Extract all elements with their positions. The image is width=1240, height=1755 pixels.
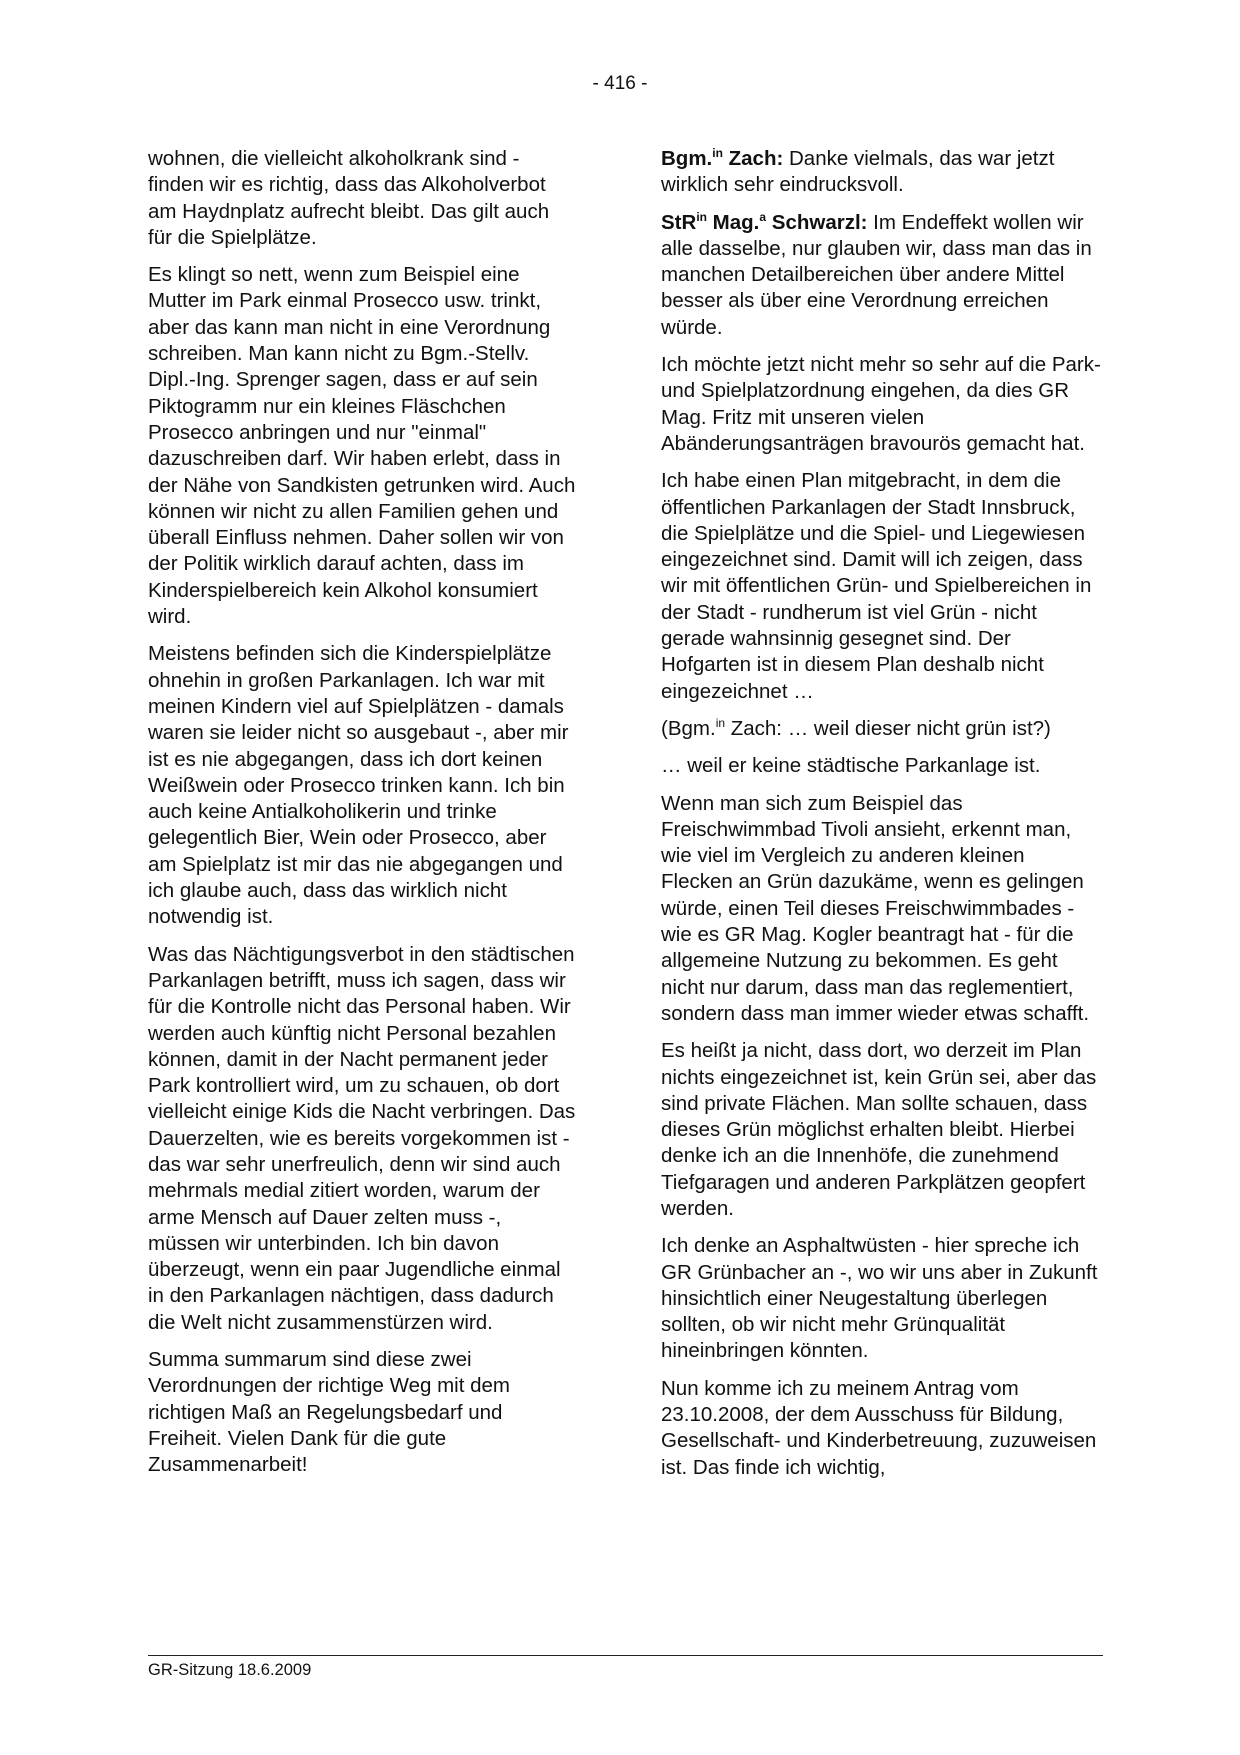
right-column [661, 146, 1101, 1492]
speaker-name: Bgm.$^{in}$ Zach: [661, 146, 784, 170]
speech-text: Danke vielmals, das war jetzt wirklich sehr eindrucksvoll. [661, 147, 1055, 197]
paragraph: Was das Nächtigungsverbot in den städtischen Parkanlagen betrifft, muss ich sagen, dass wir für die Kontrolle nicht das Personal haben. Wir werden auch künftig nicht Personal bezahlen können, damit in der Nacht permanent jeder Park kontrolliert wird, um zu schauen, ob dort vielleicht einige Kids die Nacht verbringen. Das Dauerzelten, wie es bereits vorgekommen ist - das war sehr unerfreulich, denn wir sind auch mehrmals medial zitiert worden, warum der arme Mensch auf Dauer zelten muss -, müssen wir unterbinden. Ich bin davon überzeugt, wenn ein paar Jugendliche einmal in den Parkanlagen nächtigen, dass dadurch die Welt nicht zusammenstürzen wird. [148, 942, 576, 1334]
paragraph: Es klingt so nett, wenn zum Beispiel eine Mutter im Park einmal Prosecco usw. trinkt, aber das kann man nicht in eine Verordnung schreiben. Man kann nicht zu Bgm.-Stellv. Dipl.-Ing. Sprenger sagen, dass er auf sein Piktogramm nur ein kleines Fläschchen Prosecco anbringen und nur "einmal" dazuschreiben darf. Wir haben erlebt, dass in der Nähe von Sandkisten getrunken wird. Auch können wir nicht zu allen Familien gehen und überall Einfluss nehmen. Daher sollen wir von der Politik wirklich darauf achten, dass im Kinderspielbereich kein Alkohol konsumiert wird. [148, 263, 576, 629]
paragraph: Ich habe einen Plan mitgebracht, in dem die öffentlichen Parkanlagen der Stadt Innsbruck, die Spielplätze und die Spiel- und Liegewiesen eingezeichnet sind. Damit will ich zeigen, dass wir mit öffentlichen Grün- und Spielbereichen in der Stadt - rundherum ist viel Grün - nicht gerade wahnsinnig gesegnet sind. Der Hofgarten ist in diesem Plan deshalb nicht eingezeichnet … [661, 469, 1092, 703]
speech-paragraph [661, 146, 1101, 199]
speaker-name: StR$^{in}$ Mag.$^a$ Schwarzl: [661, 209, 868, 234]
left-column [148, 146, 578, 1490]
paragraph: Ich denke an Asphaltwüsten - hier spreche ich GR Grünbacher an -, wo wir uns aber in Zukunft hinsichtlich einer Neugestaltung überlegen sollten, ob wir nicht mehr Grünqualität hineinbringen könnten. [661, 1234, 1098, 1363]
speech-text: Im Endeffekt wollen wir alle dasselbe, nur glauben wir, dass man das in manchen Detailbereichen über andere Mittel besser als über eine Verordnung erreichen würde. [661, 210, 1092, 339]
paragraph: Wenn man sich zum Beispiel das Freischwimmbad Tivoli ansieht, erkennt man, wie viel im Vergleich zu anderen kleinen Flecken an Grün dazukäme, wenn es gelingen würde, einen Teil dieses Freischwimmbades - wie es GR Mag. Kogler beantragt hat - für die allgemeine Nutzung zu bekommen. Es geht nicht nur darum, dass man das reglementiert, sondern dass man immer wieder etwas schafft. [661, 791, 1090, 1025]
paragraph: Summa summarum sind diese zwei Verordnungen der richtige Weg mit dem richtigen Maß an Regelungsbedarf und Freiheit. Vielen Dank für die gute Zusammenarbeit! [148, 1348, 510, 1477]
footer-text: GR-Sitzung 18.6.2009 [148, 1661, 312, 1679]
interjection: (Bgm.$^{in}$ Zach: … weil dieser nicht grün ist?) [661, 716, 1051, 740]
page-number: - 416 - [592, 73, 648, 94]
paragraph: Nun komme ich zu meinem Antrag vom 23.10.2008, der dem Ausschuss für Bildung, Gesellschaft- und Kinderbetreuung, zuzuweisen ist. Das finde ich wichtig, [661, 1376, 1097, 1479]
paragraph: Ich möchte jetzt nicht mehr so sehr auf die Park- und Spielplatzordnung eingehen, da dies GR Mag. Fritz mit unseren vielen Abänderungsanträgen bravourös gemacht hat. [661, 353, 1101, 455]
paragraph: wohnen, die vielleicht alkoholkrank sind - finden wir es richtig, dass das Alkoholverbot am Haydnplatz aufrecht bleibt. Das gilt auch für die Spielplätze. [148, 147, 550, 249]
footer-divider [148, 1655, 1103, 1656]
speech-paragraph [661, 210, 1101, 341]
paragraph: Es heißt ja nicht, dass dort, wo derzeit im Plan nichts eingezeichnet ist, kein Grün sei, aber das sind private Flächen. Man sollte schauen, dass dieses Grün möglichst erhalten bleibt. Hierbei denke ich an die Innenhöfe, die zunehmend Tiefgaragen und anderen Parkplätzen geopfert werden. [661, 1039, 1097, 1220]
paragraph: … weil er keine städtische Parkanlage ist. [661, 754, 1041, 778]
paragraph: Meistens befinden sich die Kinderspielplätze ohnehin in großen Parkanlagen. Ich war mit meinen Kindern viel auf Spielplätzen - damals waren sie leider nicht so ausgebaut -, aber mir ist es nie abgegangen, dass ich dort keinen Weißwein oder Prosecco trinken kann. Ich bin auch keine Antialkoholikerin und trinke gelegentlich Bier, Wein oder Prosecco, aber am Spielplatz ist mir das nie abgegangen und ich glaube auch, dass das wirklich nicht notwendig ist. [148, 642, 569, 929]
